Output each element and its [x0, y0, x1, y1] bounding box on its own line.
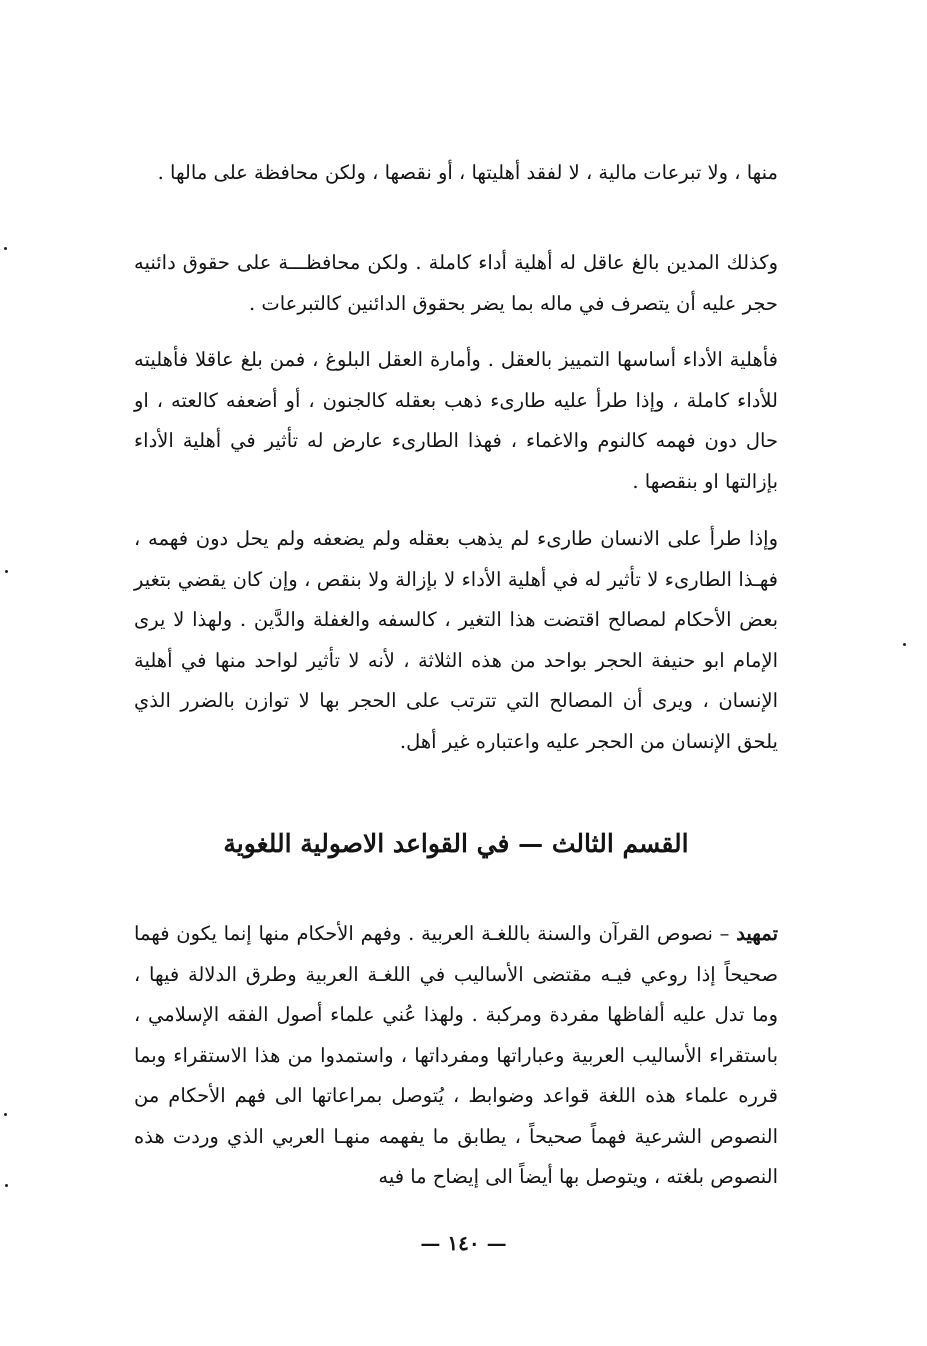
paragraph-2 [134, 243, 778, 324]
page-number: — ١٤٠ — [420, 1231, 507, 1255]
paragraph-1-text: منها ، ولا تبرعات مالية ، لا لفقد أهليتها ، أو نقصها ، ولكن محافظة على مالها . [157, 161, 778, 184]
paragraph-2-text: وكذلك المدين بالغ عاقل له أهلية أداء كاملة . ولكن محافظـــة على حقوق دائنيه حجر عليه أن يتصرف في ماله بما يضر بحقوق الدائنين كالتبرعات . [134, 251, 778, 315]
paragraph-5-text: – نصوص القرآن والسنة باللغـة العربية . وفهم الأحكام منها إنما يكون فهما صحيحاً إذا روعي فيـه مقتضى الأساليب في اللغـة العربية وطرق الدلالة فيها ، وما تدل عليه ألفاظها مفردة ومركبة . ولهذا عُني علماء أصول الفقه الإسلامي ، باستقراء الأساليب العربية وعباراتها ومفرداتها ، واستمدوا من هذا الاستقراء وبما قرره علماء هذه اللغة قواعد وضوابط ، يُتوصل بمراعاتها الى فهم الأحكام من النصوص الشرعية فهماً صحيحاً ، يطابق ما يفهمه منهـا العربي الذي وردت هذه النصوص بلغته ، ويتوصل بها أيضاً الى إيضاح ما فيه [134, 922, 778, 1188]
paragraph-5-lead: تمهيد [736, 922, 778, 945]
scan-speck [5, 570, 8, 573]
paragraph-5 [134, 914, 778, 1198]
paragraph-1 [134, 153, 778, 194]
scan-speck [4, 1113, 7, 1116]
paragraph-3-text: فأهلية الأداء أساسها التمييز بالعقل . وأمارة العقل البلوغ ، فمن بلغ عاقلا فأهليته للأداء كاملة ، وإذا طرأ عليه طارىء ذهب بعقله كالجنون ، أو أضعفه كالعته ، او حال دون فهمه كالنوم والاغماء ، فهذا الطارىء عارض له تأثير في أهلية الأداء بإزالتها او بنقصها . [134, 348, 778, 493]
paragraph-4-text: وإذا طرأ على الانسان طارىء لم يذهب بعقله ولم يضعفه ولم يحل دون فهمه ، فهـذا الطارىء لا تأثير له في أهلية الأداء لا بإزالة ولا بنقص ، وإن كان يقضي بتغير بعض الأحكام لمصالح اقتضت هذا التغير ، كالسفه والغفلة والدَّين . ولهذا لا يرى الإمام ابو حنيفة الحجر بواحد من هذه الثلاثة ، لأنه لا تأثير لواحد منها في أهلية الإنسان ، ويرى أن المصالح التي تترتب على الحجر بها لا توازن بالضرر الذي يلحق الإنسان من الحجر عليه واعتباره غير أهل. [134, 527, 778, 753]
paragraph-3 [134, 340, 778, 502]
scan-speck [903, 643, 906, 646]
scan-speck [4, 247, 7, 250]
section-heading: القسم الثالث — في القواعد الاصولية اللغوية [223, 829, 689, 858]
scan-speck [5, 1184, 8, 1187]
paragraph-4 [134, 519, 778, 762]
